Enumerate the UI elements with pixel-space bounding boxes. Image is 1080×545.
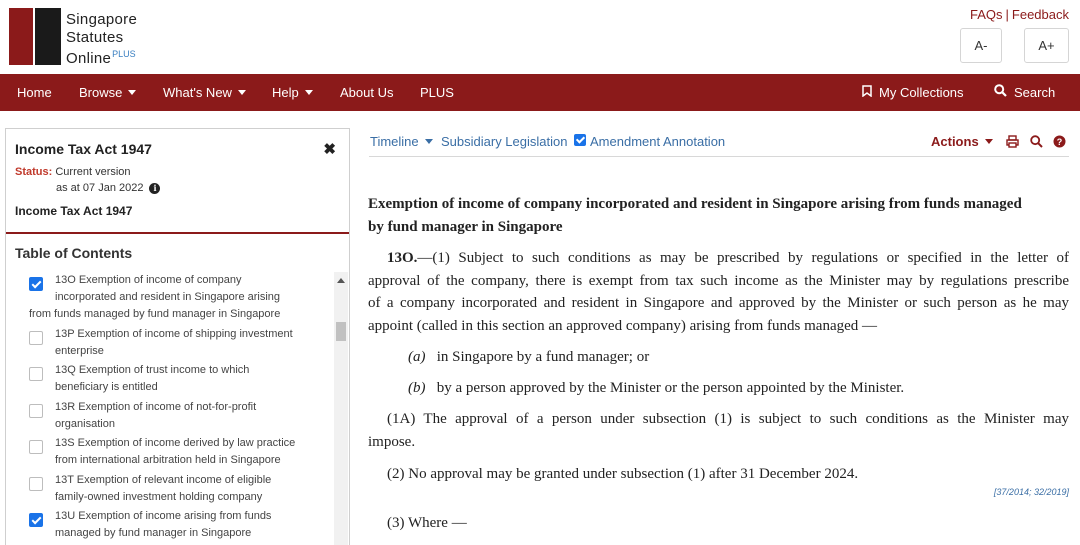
as-at-text: as at 07 Jan 2022 [56,182,144,194]
subsection-1a [368,408,1069,453]
main-nav [0,74,1080,111]
item-b-label: (b) [408,380,426,396]
search-icon[interactable] [1030,135,1043,151]
item-a [408,346,1008,369]
toc-checkbox[interactable] [29,367,43,381]
toc-item-13r[interactable] [6,399,331,435]
toc-item-13o[interactable] [6,272,331,326]
heading-line: by fund manager in Singapore [368,219,563,235]
chevron-down-icon [128,90,136,95]
toc-item-line: incorporated and resident in Singapore arising [55,291,281,303]
item-a-text: in Singapore by a fund manager; or [436,349,650,365]
item-a-label: (a) [408,349,426,365]
amendment-annotation-label[interactable]: Amendment Annotation [590,134,726,149]
act-subtitle[interactable]: Income Tax Act 1947 [15,204,133,218]
status-line [15,166,131,178]
toc-checkbox[interactable] [29,477,43,491]
toc-checkbox[interactable] [29,331,43,345]
toc-item-line: 13O Exemption of income of company [55,274,242,286]
search-icon [994,74,1007,111]
toc-item-line: from funds managed by fund manager in Singapore [29,308,281,320]
toc-item-line: beneficiary is entitled [55,381,158,393]
nav-about-label: About Us [340,85,394,100]
toc-item-13u[interactable] [6,508,331,545]
para-line: appoint (called in this section an approved company) arising from funds managed — [368,317,878,334]
divider [6,232,349,234]
nav-whats-new-label: What's New [163,85,232,100]
para-line: —(1) Subject to such conditions as may be prescribed by regulations or specified in the letter of [417,250,1069,266]
timeline-dropdown[interactable] [370,134,433,149]
amendment-annotation-checkbox[interactable] [574,134,586,146]
status-value: Current version [55,166,131,178]
logo-text[interactable] [66,11,137,68]
status-label: Status: [15,166,53,178]
nav-help-label: Help [272,85,299,100]
toc-title: Table of Contents [15,245,133,261]
toc-checkbox[interactable] [29,513,43,527]
site-header [0,0,1080,74]
logo-line-3: Online [66,50,112,67]
toc-checkbox[interactable] [29,404,43,418]
item-b [408,377,1028,400]
font-increase-button[interactable]: A+ [1024,28,1069,63]
toc-item-line: 13S Exemption of income derived by law practice [55,437,296,449]
toc-item-13s[interactable] [6,435,331,471]
toc-item-line: 13P Exemption of income of shipping investment [55,328,293,340]
document-toolbar [369,128,1069,157]
para-line: approval of the company, there is exempt from tax such income as the Minister may by regulations prescribe [368,272,1069,289]
provision-heading [368,193,1069,239]
actions-dropdown[interactable] [931,134,993,149]
chevron-down-icon [305,90,313,95]
item-b-text: by a person approved by the Minister or the person appointed by the Minister. [436,380,905,396]
toc-list [6,272,331,545]
subsection-1 [368,247,1069,337]
toc-item-line: from international arbitration held in Singapore [55,454,281,466]
font-decrease-button[interactable]: A- [960,28,1002,63]
nav-help[interactable] [272,74,313,111]
nav-plus-label: PLUS [420,85,454,100]
para-line: of a company incorporated and resident in Singapore and approved by the Minister or such person as he may [368,295,1069,312]
logo-plus: PLUS [112,49,136,59]
print-icon[interactable] [1006,135,1019,151]
timeline-label: Timeline [370,134,419,149]
toc-item-13p[interactable] [6,326,331,362]
logo-line-2: Statutes [66,28,124,46]
top-links-separator: | [1005,7,1009,22]
nav-about-us[interactable] [340,74,393,111]
actions-label: Actions [931,134,979,149]
toc-item-13t[interactable] [6,472,331,508]
nav-whats-new[interactable] [163,74,246,111]
chevron-down-icon [985,139,993,144]
top-links [970,7,1069,22]
toc-checkbox[interactable] [29,440,43,454]
toc-item-line: family-owned investment holding company [55,491,263,503]
as-at-date [56,182,160,194]
subsection-3: (3) Where — [387,515,467,531]
toc-item-line: 13Q Exemption of trust income to which [55,364,250,376]
nav-home-label: Home [17,85,52,100]
toc-item-line: organisation [55,418,115,430]
subsection-2: (2) No approval may be granted under subsection (1) after 31 December 2024. [387,466,859,482]
feedback-link[interactable]: Feedback [1011,7,1069,22]
chevron-down-icon [425,139,433,144]
nav-home[interactable] [17,74,52,111]
toc-item-13q[interactable] [6,362,331,398]
toc-panel [5,128,350,545]
svg-text:?: ? [1056,137,1063,147]
chevron-down-icon [238,90,246,95]
scroll-up-arrow-icon[interactable] [337,278,345,283]
subsidiary-legislation-link[interactable]: Subsidiary Legislation [441,134,568,149]
bookmark-icon [862,74,872,111]
amendment-reference[interactable]: [37/2014; 32/2019] [993,487,1069,497]
toc-scrollbar[interactable] [334,272,348,545]
toc-item-line: enterprise [55,345,104,357]
toc-item-line: managed by fund manager in Singapore [55,527,252,539]
nav-browse-label: Browse [79,85,123,100]
scroll-thumb[interactable] [336,322,346,341]
nav-search[interactable] [994,74,1055,111]
info-icon[interactable]: i [149,183,160,194]
logo-line-1: Singapore [66,11,138,28]
toc-item-line: 13T Exemption of relevant income of eligible [55,474,272,486]
nav-search-label: Search [1014,85,1056,100]
toc-item-line: 13U Exemption of income arising from funds [55,510,272,522]
para-line: impose. [368,433,416,450]
heading-line: Exemption of income of company incorporated and resident in Singapore arising from funds managed [368,196,1022,212]
sso-logo[interactable] [9,8,61,65]
section-number: 13O. [387,250,418,266]
act-title: Income Tax Act 1947 [15,141,152,157]
para-line: (1A) The approval of a person under subsection (1) is subject to such conditions as the Minister may [387,411,1069,427]
close-icon[interactable]: ✖ [323,141,336,158]
faqs-link[interactable]: FAQs [970,7,1003,22]
nav-browse[interactable] [79,74,136,111]
nav-plus[interactable] [420,74,454,111]
nav-my-collections[interactable] [862,74,964,111]
help-icon[interactable] [1053,135,1066,151]
toc-item-line: 13R Exemption of income of not-for-profit [55,401,257,413]
nav-collections-label: My Collections [879,85,964,100]
